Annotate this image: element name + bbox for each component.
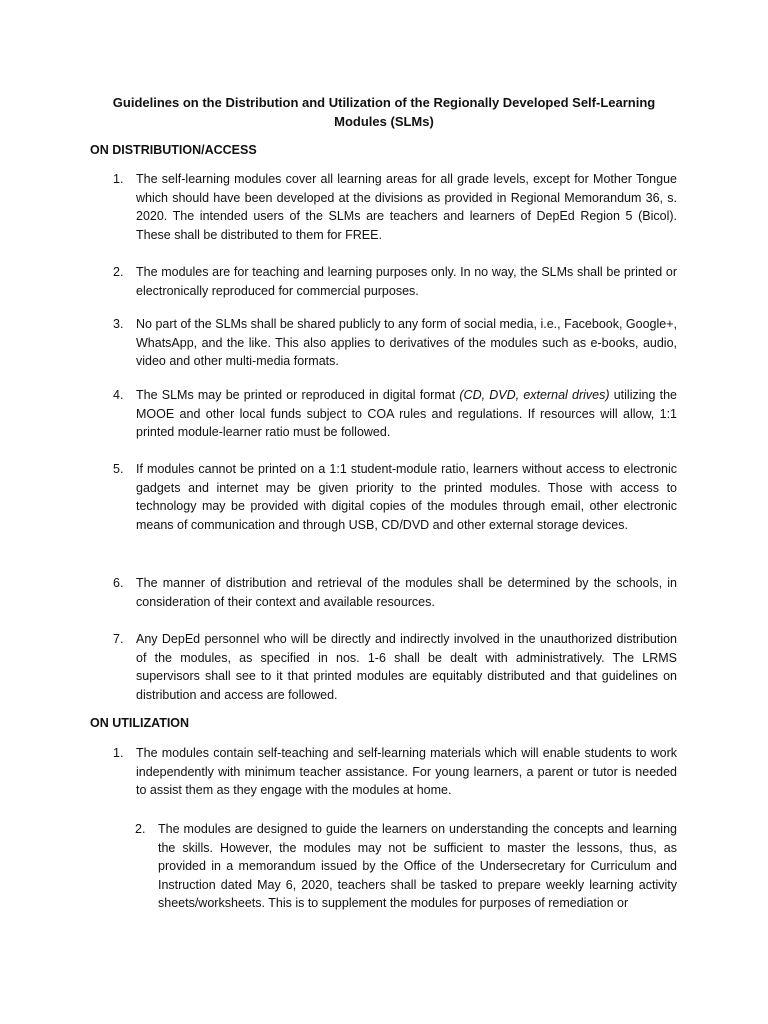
section-heading-distribution: ON DISTRIBUTION/ACCESS — [90, 143, 257, 157]
item-number: 2. — [135, 822, 146, 836]
item-number: 5. — [113, 462, 124, 476]
section-heading-utilization: ON UTILIZATION — [90, 716, 190, 730]
item-text: The modules are for teaching and learning purposes only. In no way, the SLMs shall be printed or electronically reproduced for commercial purposes. — [136, 265, 677, 298]
item-number: 2. — [113, 265, 124, 279]
item-text-part: utilizing the MOOE and other local funds subject to COA rules and regulations. If resources will allow, 1:1 printed module-learner ratio must be followed. — [136, 388, 677, 440]
item-number: 1. — [113, 746, 124, 760]
item-text-italic: (CD, DVD, external drives) — [459, 388, 610, 402]
item-number: 7. — [113, 632, 124, 646]
item-number: 4. — [113, 388, 124, 402]
item-number: 1. — [113, 172, 124, 186]
item-text: The manner of distribution and retrieval of the modules shall be determined by the schools, in consideration of their context and available resources. — [136, 576, 677, 609]
item-number: 6. — [113, 576, 124, 590]
item-text: If modules cannot be printed on a 1:1 student-module ratio, learners without access to electronic gadgets and internet may be given priority to the printed modules. Those with access to technology may be provided with digital copies of the modules through email, other electronic means of communication and through USB, CD/DVD and other external storage devices. — [136, 462, 677, 532]
item-text: Any DepEd personnel who will be directly and indirectly involved in the unauthorized distribution of the modules, as specified in nos. 1-6 shall be dealt with administratively. The LRMS supervisors shall see to it that printed modules are equitably distributed and that guidelines on distribution and access are followed. — [136, 632, 677, 702]
item-text: No part of the SLMs shall be shared publicly to any form of social media, i.e., Facebook, Google+, WhatsApp, and the like. This also applies to derivatives of the modules such as e-books, audio, video and other multi-media formats. — [136, 317, 677, 369]
item-text — [136, 386, 677, 442]
item-text: The self-learning modules cover all learning areas for all grade levels, except for Mother Tongue which should have been developed at the divisions as provided in Regional Memorandum 36, s. 2020. The intended users of the SLMs are teachers and learners of DepEd Region 5 (Bicol). These shall be distributed to them for FREE. — [136, 172, 677, 242]
item-text-part: The SLMs may be printed or reproduced in digital format — [136, 388, 460, 402]
document-title: Guidelines on the Distribution and Utilization of the Regionally Developed Self-Learning Modules (SLMs) — [112, 95, 656, 129]
item-text: The modules contain self-teaching and self-learning materials which will enable students to work independently with minimum teacher assistance. For young learners, a parent or tutor is needed to assist them as they engage with the modules at home. — [136, 746, 677, 798]
item-number: 3. — [113, 317, 124, 331]
item-text: The modules are designed to guide the learners on understanding the concepts and learning the skills. However, the modules may not be sufficient to master the lessons, thus, as provided in a memorandum issued by the Office of the Undersecretary for Curriculum and Instruction dated May 6, 2020, teachers shall be tasked to prepare weekly learning activity sheets/worksheets. This is to supplement the modules for purposes of remediation or — [158, 822, 677, 911]
